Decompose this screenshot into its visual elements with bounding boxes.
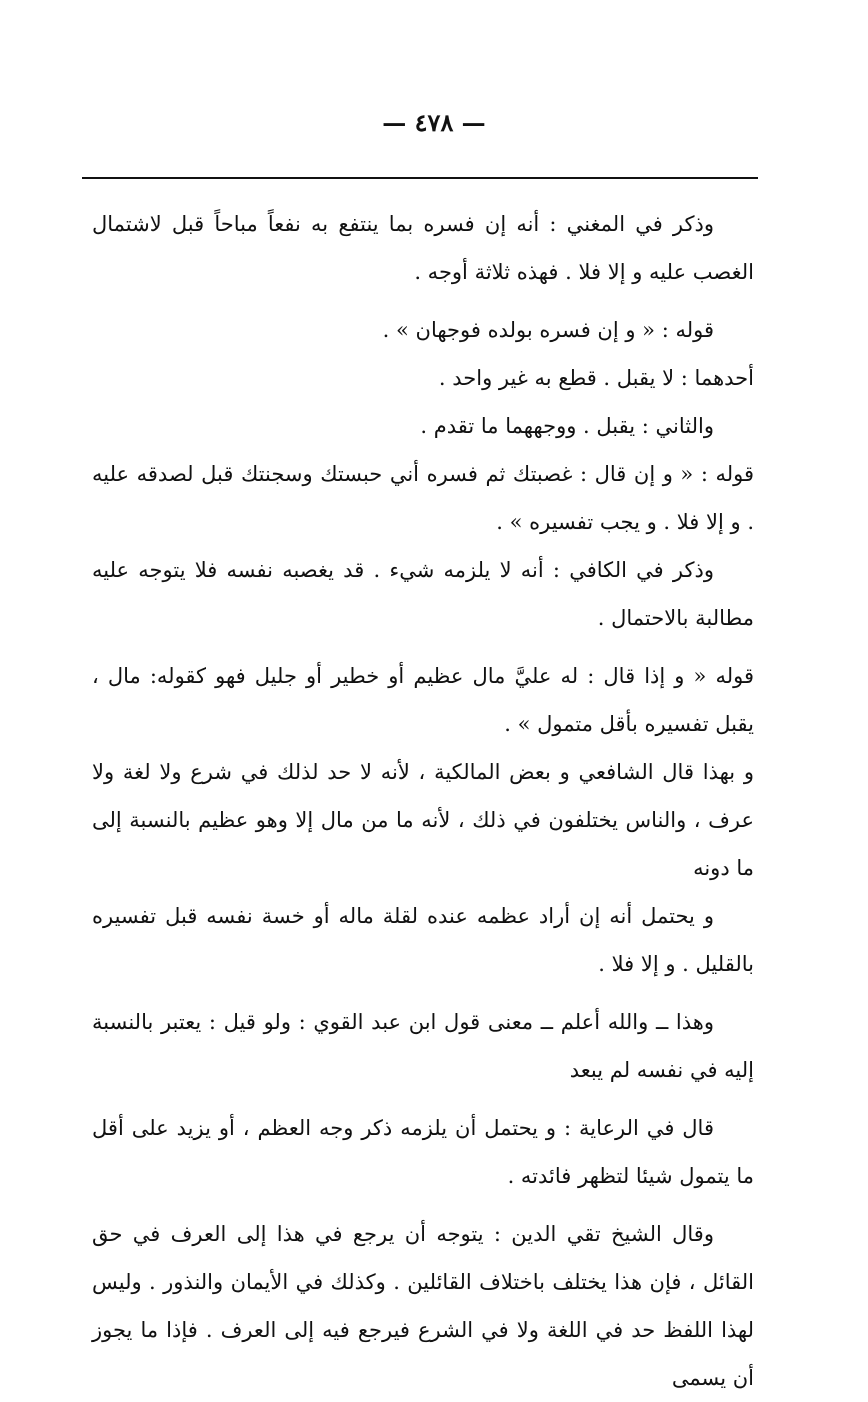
header-rule (82, 177, 758, 179)
paragraph-first-view: أحدهما : لا يقبل . قطع به غير واحد . (438, 366, 754, 390)
paragraph-mal-azim: قوله « و إذا قال : له عليَّ مال عظيم أو خطير أو جليل فهو كقوله: مال ، يقبل تفسيره بأقل متمول » . (92, 664, 754, 736)
paragraph-taqi-aldin: وقال الشيخ تقي الدين : يتوجه أن يرجع في هذا إلى العرف في حق القائل ، فإن هذا يختلف باختلاف القائلين . وكذلك في الأيمان والنذور . وليس لهذا اللفظ حد في اللغة ولا في الشرع فيرجع فيه إلى العرف . فإذا ما يجوز أن يسمى (92, 1222, 754, 1390)
paragraph-ghasabtuk: قوله : « و إن قال : غصبتك ثم فسره أني حبستك وسجنتك قبل لصدقه عليه . و إلا فلا . و يجب تفسيره » . (92, 462, 754, 534)
page-number: — ٤٧٨ — (382, 108, 486, 137)
paragraph-walad: قوله : « و إن فسره بولده فوجهان » . (382, 318, 714, 342)
body-text (92, 200, 754, 1402)
paragraph-ibn-abd-alqawi: وهذا ــ والله أعلم ــ معنى قول ابن عبد القوي : ولو قيل : يعتبر بالنسبة إليه في نفسه لم يبعد (92, 1010, 754, 1082)
paragraph-shafii: و بهذا قال الشافعي و بعض المالكية ، لأنه لا حد لذلك في شرع ولا لغة ولا عرف ، والناس يختلفون في ذلك ، لأنه ما من مال إلا وهو عظيم بالنسبة إلى ما دونه (92, 760, 754, 880)
paragraph-second-view: والثاني : يقبل . ووجههما ما تقدم . (420, 414, 714, 438)
paragraph-ihtimal: و يحتمل أنه إن أراد عظمه عنده لقلة ماله أو خسة نفسه قبل تفسيره بالقليل . و إلا فلا . (92, 904, 754, 976)
paragraph-mughni: وذكر في المغني : أنه إن فسره بما ينتفع به نفعاً مباحاً قبل لاشتمال الغصب عليه و إلا فلا . فهذه ثلاثة أوجه . (92, 212, 754, 284)
paragraph-kafi: وذكر في الكافي : أنه لا يلزمه شيء . قد يغصبه نفسه فلا يتوجه عليه مطالبة بالاحتمال . (92, 558, 754, 630)
paragraph-riaya: قال في الرعاية : و يحتمل أن يلزمه ذكر وجه العظم ، أو يزيد على أقل ما يتمول شيئا لتظهر فائدته . (92, 1116, 754, 1188)
